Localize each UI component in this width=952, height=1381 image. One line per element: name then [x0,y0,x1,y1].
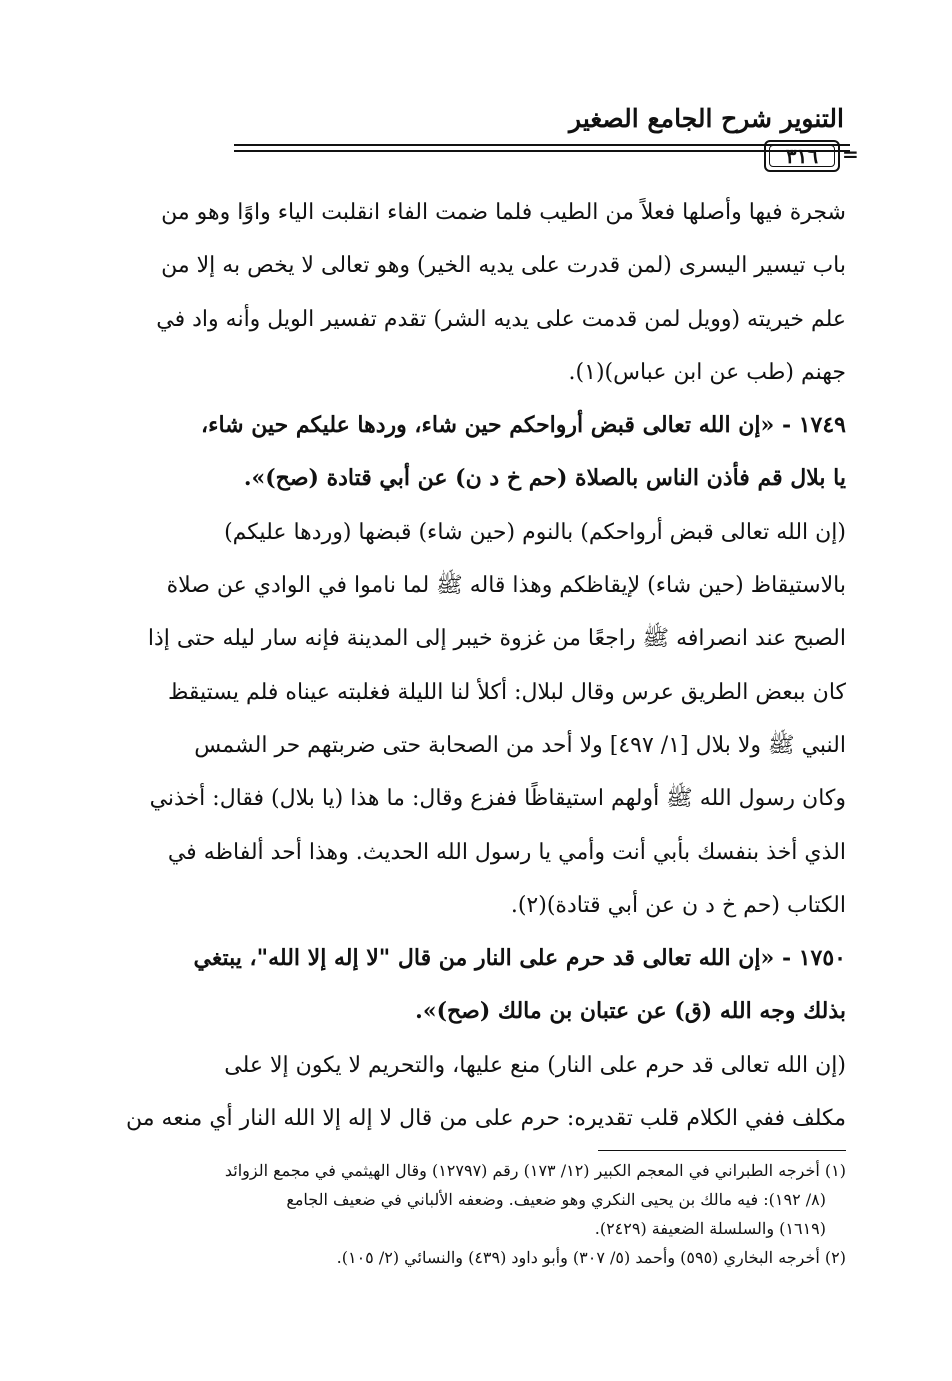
ornament-mark: = [842,142,859,166]
hadith-line: ١٧٤٩ - «إن الله تعالى قبض أرواحكم حين شاء، وردها عليكم حين شاء، [201,412,846,439]
body-line: الكتاب (حم خ د ن عن أبي قتادة)(٢). [510,892,846,918]
body-line: كان ببعض الطريق عرس وقال لبلال: أكلأ لنا الليلة فغلبته عيناه فلم يستيقظ [167,679,846,705]
header-rule-line [234,150,850,152]
hadith-line: ١٧٥٠ - «إن الله تعالى قد حرم على النار من قال "لا إله إلا الله"، يبتغي [193,945,846,972]
body-line: جهنم (طب عن ابن عباس)(١). [568,359,846,385]
body-line: الصبح عند انصرافه ﷺ راجعًا من غزوة خيبر إلى المدينة فإنه سار ليله حتى إذا [147,626,846,652]
footnote-line: (٢) أخرجه البخاري (٥٩٥) وأحمد (٥/ ٣٠٧) وأبو داود (٤٣٩) والنسائي (٢/ ١٠٥). [336,1248,846,1267]
body-line: علم خيريته (وويل لمن قدمت على يديه الشر) تقدم تفسير الويل وأنه واد في [156,306,846,332]
footnote-line: (١) أخرجه الطبراني في المعجم الكبير (١٢/ ١٧٣) رقم (١٢٧٩٧) وقال الهيثمي في مجمع الزوائد [224,1161,846,1180]
page-number-frame [769,145,835,167]
footnote-line: (١٦١٩) والسلسلة الضعيفة (٢٤٢٩). [594,1219,826,1238]
body-text [104,186,846,1145]
body-line: (إن الله تعالى قد حرم على النار) منع عليها، والتحريم لا يكون إلا على [224,1052,846,1078]
body-line: النبي ﷺ ولا بلال [١/ ٤٩٧] ولا أحد من الصحابة حتى ضربتهم حر الشمس [194,732,846,758]
body-line: باب تيسير اليسرى (لمن قدرت على يديه الخير) وهو تعالى لا يخص به إلا من [161,253,846,279]
body-line: وكان رسول الله ﷺ أولهم استيقاظًا ففزع وقال: ما هذا (يا بلال) فقال: أخذني [149,786,846,812]
header-rule-line [234,144,850,146]
header-rule [104,138,859,178]
body-line: (إن الله تعالى قبض أرواحكم) بالنوم (حين شاء) قبضها (وردها عليكم) [224,519,846,545]
hadith-line: بذلك وجه الله (ق) عن عتبان بن مالك (صح)». [415,998,846,1025]
body-line: الذي أخذ بنفسك بأبي أنت وأمي يا رسول الله الحديث. وهذا أحد ألفاظه في [167,839,846,865]
body-line: مكلف ففي الكلام قلب تقديره: حرم على من قال لا إله إلا الله النار أي منعه من [125,1106,846,1132]
footnote-separator [598,1150,846,1151]
body-line: بالاستيقاظ (حين شاء) لإيقاظكم وهذا قاله ﷺ لما ناموا في الوادي عن صلاة [166,573,846,599]
page-number: ٣١٦ [785,144,819,168]
footnote-line: (٨/ ١٩٢): فيه مالك بن يحيى النكري وهو ضعيف. وضعفه الألباني في ضعيف الجامع [286,1190,826,1209]
footnotes [104,1156,846,1272]
body-line: شجرة فيها وأصلها فعلاً من الطيب فلما ضمت الفاء انقلبت الياء واوًا وهو من [161,200,846,225]
page-number-box [764,140,840,172]
book-title: التنوير شرح الجامع الصغير [569,104,844,133]
hadith-line: يا بلال قم فأذن الناس بالصلاة (حم خ د ن) عن أبي قتادة (صح)». [243,465,846,492]
